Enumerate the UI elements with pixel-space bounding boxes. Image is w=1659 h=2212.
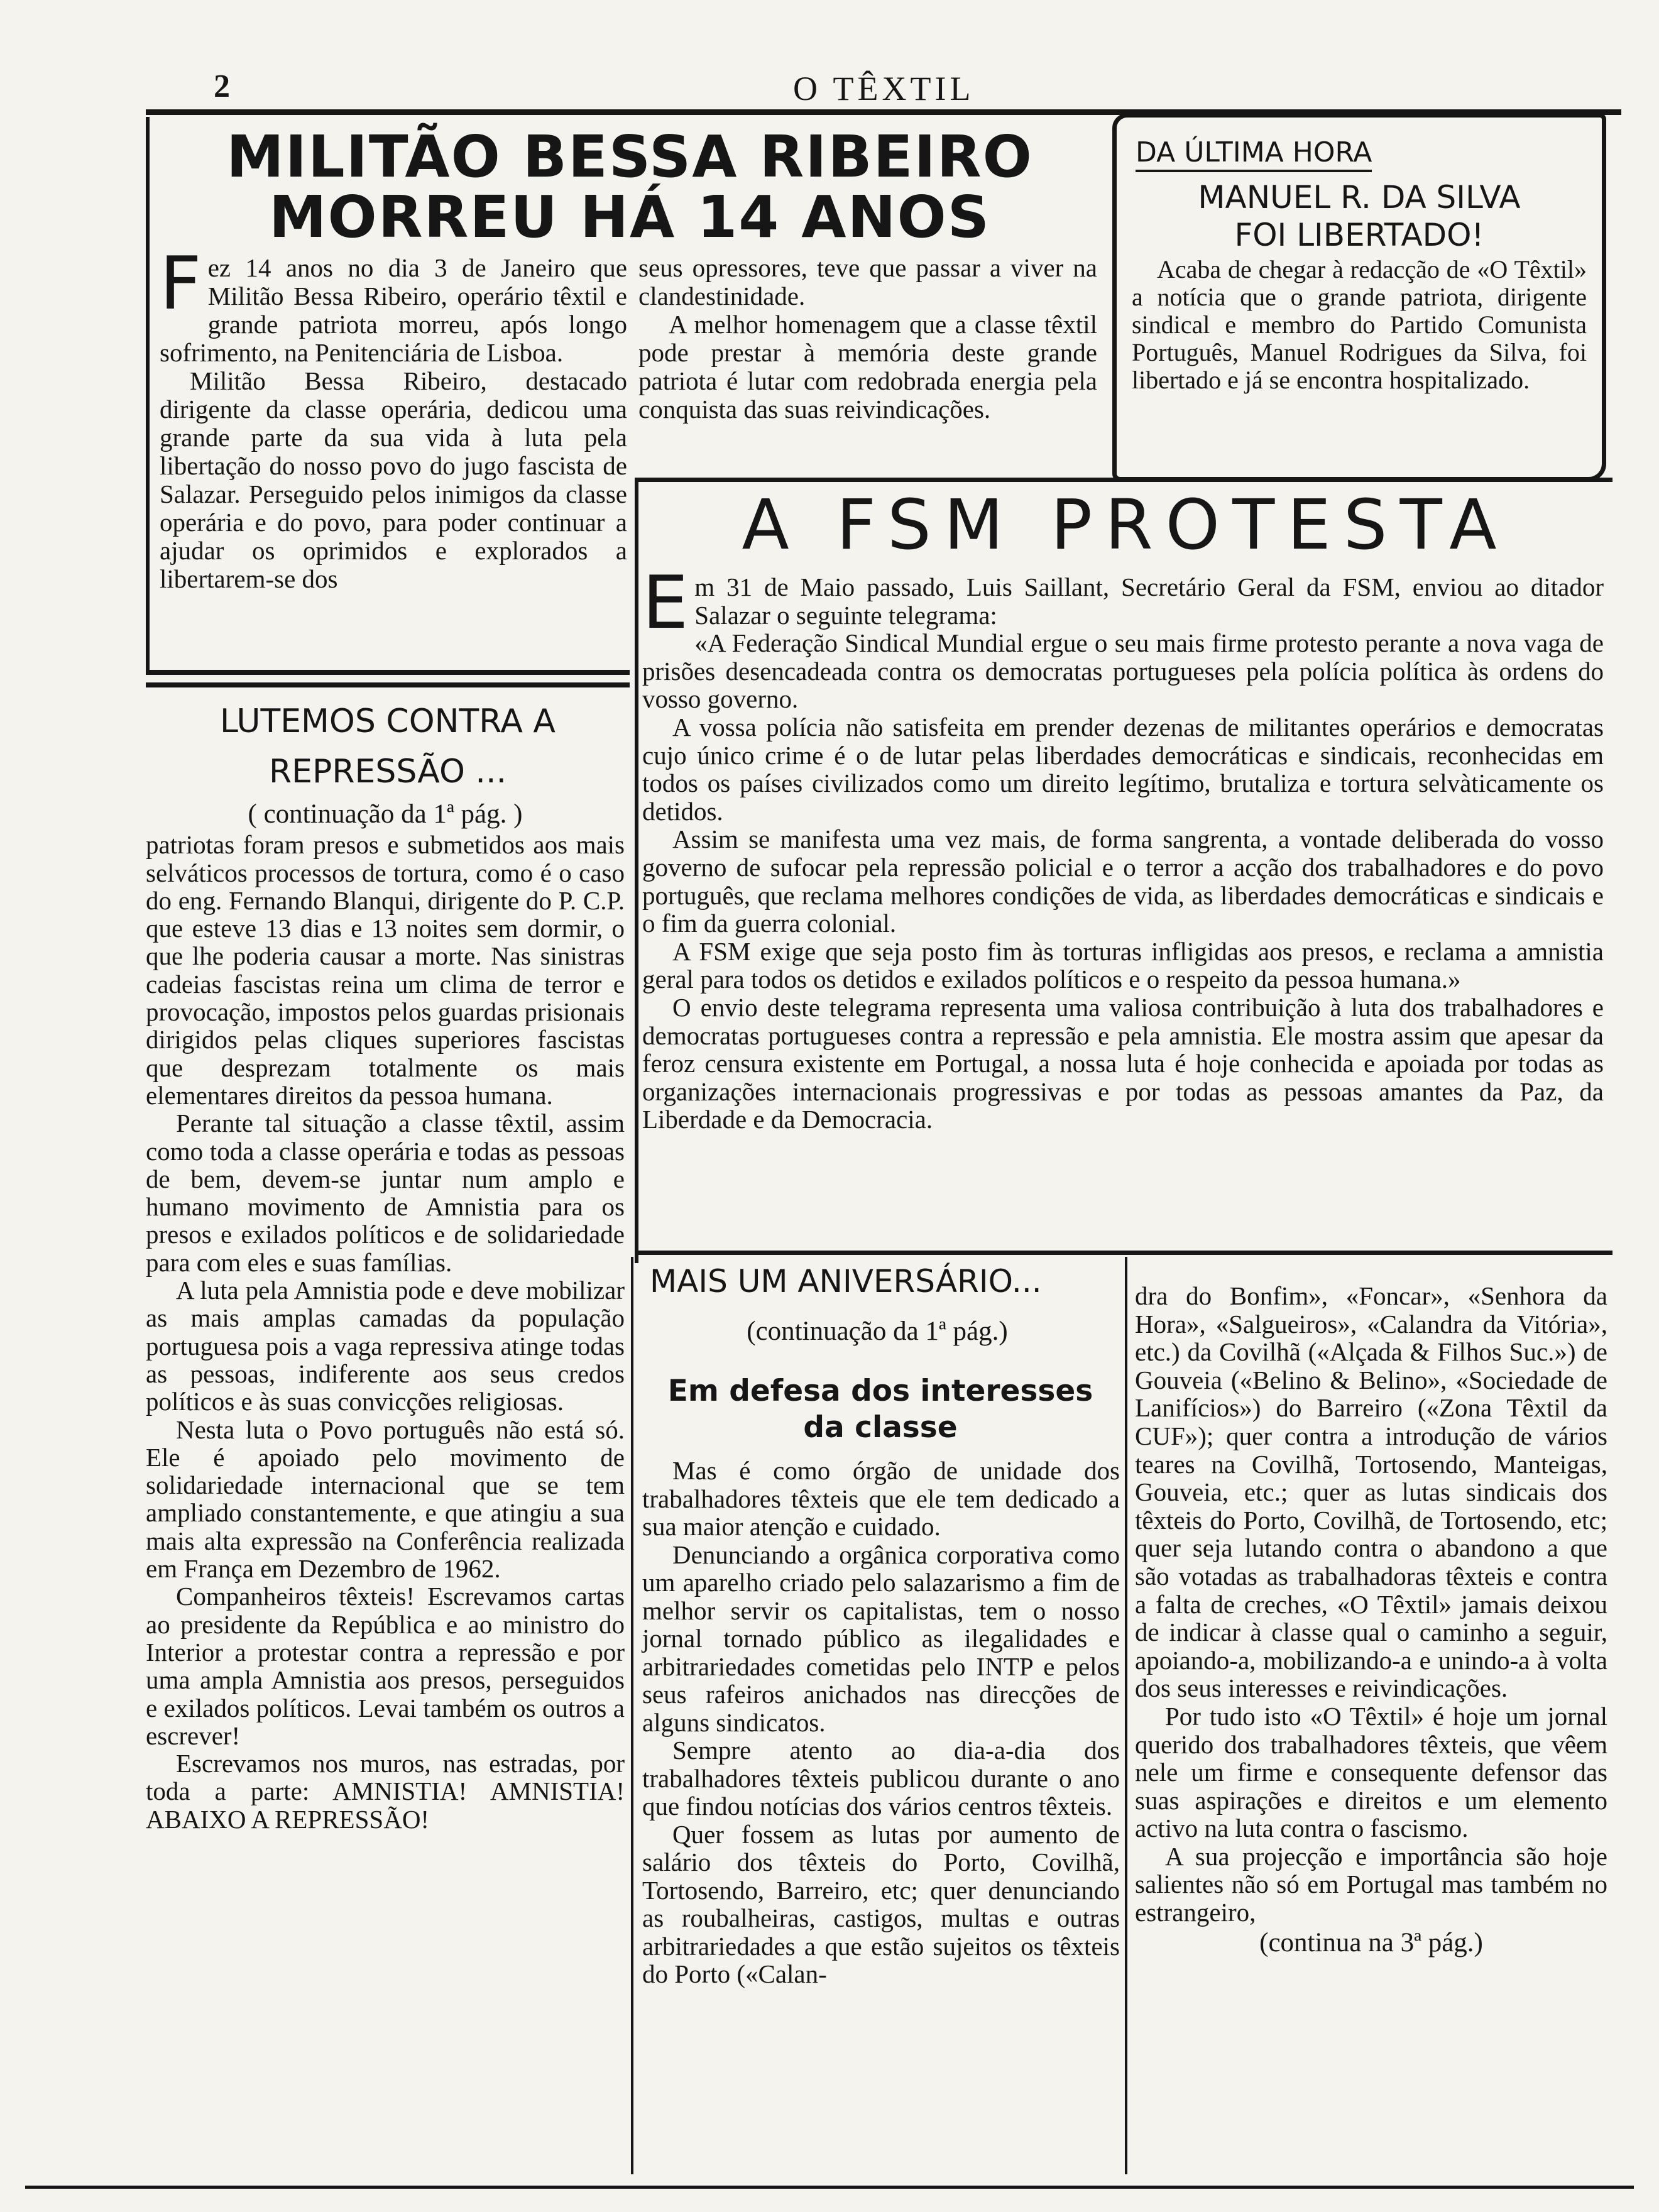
paragraph: A sua projecção e importância são hoje salientes não só em Portugal mas também no estrangeiro, (1135, 1841, 1607, 1927)
ultima-hora-kicker: DA ÚLTIMA HORA (1136, 136, 1372, 172)
paragraph: A melhor homenagem que a classe têxtil pode prestar à memória deste grande patriota é lutar com redobrada energia pela conquista das suas reivindicações. (638, 310, 1097, 424)
aniversario-column-1 (642, 1457, 1120, 1988)
paragraph: ez 14 anos no dia 3 de Janeiro que Militão Bessa Ribeiro, operário têxtil e grande patriota morreu, após longo sofrimento, na Penitenciária de Lisboa. (160, 253, 627, 367)
paragraph: A luta pela Amnistia pode e deve mobilizar as mais amplas camadas da população portuguesa pois a vaga repressiva atinge todas as pessoas, indiferente aos seus credos políticos e às suas convicções religiosas. (146, 1276, 625, 1416)
paragraph: A FSM exige que seja posto fim às torturas infligidas aos presos, e reclama a amnistia geral para todos os detidos e exilados políticos e o respeito da pessoa humana.» (642, 936, 1604, 994)
column-rule-right (1125, 1257, 1127, 2174)
paragraph: seus opressores, teve que passar a viver na clandestinidade. (638, 253, 1097, 310)
aniversario-continues-note: (continua na 3ª pág.) (1259, 1927, 1483, 1957)
paragraph: Quer fossem as lutas por aumento de salário dos têxteis do Porto, Covilhã, Tortosendo, Barreiro, etc; quer denunciando as roubalheiras, castigos, multas e outras arbitrariedades a que estão sujeitos os têxteis do Porto («Calan- (642, 1819, 1120, 1988)
lutemos-continuation: ( continuação da 1ª pág. ) (248, 799, 523, 829)
paragraph: dra do Bonfim», «Foncar», «Senhora da Hora», «Salgueiros», «Calandra da Vitória», etc.) da Covilhã («Alçada & Filhos Suc.») de Gouveia («Belino & Belino», «Sociedade de Lanifícios») do Barreiro («Zona Têxtil da CUF»); quer contra a introdução de vários teares na Covilhã, Tortosendo, Manteigas, Gouveia, etc.; quer as lutas sindicais dos têxteis do Porto, Covilhã, de Tortosendo, etc; quer seja lutando contra o abandono a que são votadas as trabalhadoras têxteis e contra a falta de creches, «O Têxtil» jamais deixou de indicar à classe qual o caminho a seguir, apoiando-a, mobilizando-a e unindo-a à volta dos seus interesses e reivindicações. (1135, 1281, 1607, 1703)
aniversario-subhead-line2: da classe (803, 1410, 958, 1445)
paragraph: m 31 de Maio passado, Luis Saillant, Secretário Geral da FSM, enviou ao ditador Salazar o seguinte telegrama: (694, 572, 1604, 630)
fsm-drop-cap: E (642, 561, 689, 645)
militao-drop-cap: F (160, 241, 202, 326)
lutemos-top-rule (146, 682, 630, 687)
militao-column-2 (638, 254, 1097, 424)
fsm-headline: A FSM PROTESTA (742, 485, 1509, 565)
militao-column-1 (160, 241, 627, 593)
paragraph: Mas é como órgão de unidade dos trabalhadores têxteis que ele tem dedicado a sua maior atenção e cuidado. (642, 1456, 1120, 1541)
aniversario-subhead-line1: Em defesa dos interesses (667, 1374, 1093, 1408)
paragraph: Denunciando a orgânica corporativa como um aparelho criado pelo salazarismo a fim de melhor servir os capitalistas, tem o nosso jornal tornado público as ilegalidades e arbitrariedades cometidas pelo INTP e pelos seus rafeiros anichados nas direcções de alguns sindicatos. (642, 1540, 1120, 1737)
militao-headline-line1: MILITÃO BESSA RIBEIRO (226, 123, 1033, 190)
ultima-hora-body: Acaba de chegar à redacção de «O Têxtil» a notícia que o grande patriota, dirigente sindical e membro do Partido Comunista Português, Manuel Rodrigues da Silva, foi libertado e já se encontra hospitalizado. (1132, 255, 1587, 394)
lutemos-headline-line1: LUTEMOS CONTRA A (220, 703, 556, 740)
page-bottom-rule (25, 2186, 1634, 2189)
paragraph: A vossa polícia não satisfeita em prender dezenas de militantes operários e democratas cujo único crime é o de lutar pelas liberdades democráticas e sindicais, reconhecidas em todos os países civilizados como um direito legítimo, brutaliza e tortura selvàticamente os detidos. (642, 712, 1604, 826)
paragraph: Assim se manifesta uma vez mais, de forma sangrenta, a vontade deliberada do vosso governo de sufocar pela repressão policial e o terror a acção dos trabalhadores e do povo português, que reclama melhores condições de vida, as liberdades democráticas e sindicais e o fim da guerra colonial. (642, 824, 1604, 938)
fsm-top-rule (638, 478, 1612, 482)
page-number: 2 (214, 68, 230, 104)
paragraph: O envio deste telegrama representa uma valiosa contribuição à luta dos trabalhadores e democratas portugueses contra a repressão e pela amnistia. Ele mostra assim que apesar da feroz censura existente em Portugal, a nossa luta é hoje conhecida e apoiada por todas as organizações internacionais progressivas e por todas as pessoas amantes da Paz, da Liberdade e da Democracia. (642, 992, 1604, 1134)
militao-headline-line2: MORREU HÁ 14 ANOS (269, 183, 990, 251)
paragraph: Sempre atento ao dia-a-dia dos trabalhadores têxteis publicou durante o ano que findou notícias dos vários centros têxteis. (642, 1736, 1120, 1821)
paragraph: Perante tal situação a classe têxtil, assim como toda a classe operária e todas as pessoas de bem, devem-se juntar num amplo e humano movimento de Amnistia para os presos e exilados políticos e de solidariedade para com eles e suas famílias. (146, 1109, 625, 1277)
fsm-body (642, 561, 1604, 1134)
lutemos-headline-line2: REPRESSÃO ... (268, 753, 506, 791)
paragraph: Companheiros têxteis! Escrevamos cartas ao presidente da República e ao ministro do Interior a protestar contra a repressão e por uma ampla Amnistia aos presos, perseguidos e exilados políticos. Levai também os outros a escrever! (146, 1582, 625, 1750)
ultima-hora-headline-line2: FOI LIBERTADO! (1234, 217, 1484, 253)
column-rule-left (631, 1257, 633, 2174)
aniversario-continuation: (continuação da 1ª pág.) (747, 1317, 1008, 1346)
fsm-bottom-rule (638, 1251, 1612, 1255)
aniversario-column-2 (1135, 1282, 1607, 1959)
paragraph: «A Federação Sindical Mundial ergue o seu mais firme protesto perante a nova vaga de prisões desencadeada contra os democratas portugueses pela polícia política às ordens do vosso governo. (642, 628, 1604, 714)
paragraph: Militão Bessa Ribeiro, destacado dirigente da classe operária, dedicou uma grande parte da sua vida à luta pela libertação do nosso povo do jugo fascista de Salazar. Perseguido pelos inimigos da classe operária e do povo, para poder continuar a ajudar os oprimidos e explorados a libertarem-se dos (160, 366, 627, 593)
paragraph: Por tudo isto «O Têxtil» é hoje um jornal querido dos trabalhadores têxteis, que vêem nele um firme e consequente defensor das suas aspirações e direitos e um elemento activo na luta contra o fascismo. (1135, 1701, 1607, 1843)
fsm-left-rule (635, 478, 638, 1263)
ultima-hora-box (1112, 113, 1606, 481)
aniversario-headline: MAIS UM ANIVERSÁRIO... (650, 1263, 1042, 1300)
ultima-hora-headline-line1: MANUEL R. DA SILVA (1198, 179, 1521, 216)
paragraph: Nesta luta o Povo português não está só. Ele é apoiado pelo movimento de solidariedade internacional que se tem ampliado constantemente, e que atingiu a sua mais alta expressão na Conferência realizada em França em Dezembro de 1962. (146, 1415, 625, 1584)
lutemos-body (146, 798, 625, 1833)
paragraph: Escrevamos nos muros, nas estradas, por toda a parte: AMNISTIA! AMNISTIA! ABAIXO A REPRESSÃO! (146, 1749, 625, 1834)
newspaper-name: O TÊXTIL (793, 70, 975, 107)
paragraph: patriotas foram presos e submetidos aos mais selváticos processos de tortura, como é o caso do eng. Fernando Blanqui, dirigente do P. C.P. que esteve 13 dias e 13 noites sem dormir, o que lhe poderia causar a morte. Nas sinistras cadeias fascistas reina um clima de terror e provocação, impostos pelos guardas prisionais dirigidos pelas cliques superiores fascistas que desprezam totalmente os mais elementares direitos da pessoa humana. (146, 830, 625, 1110)
